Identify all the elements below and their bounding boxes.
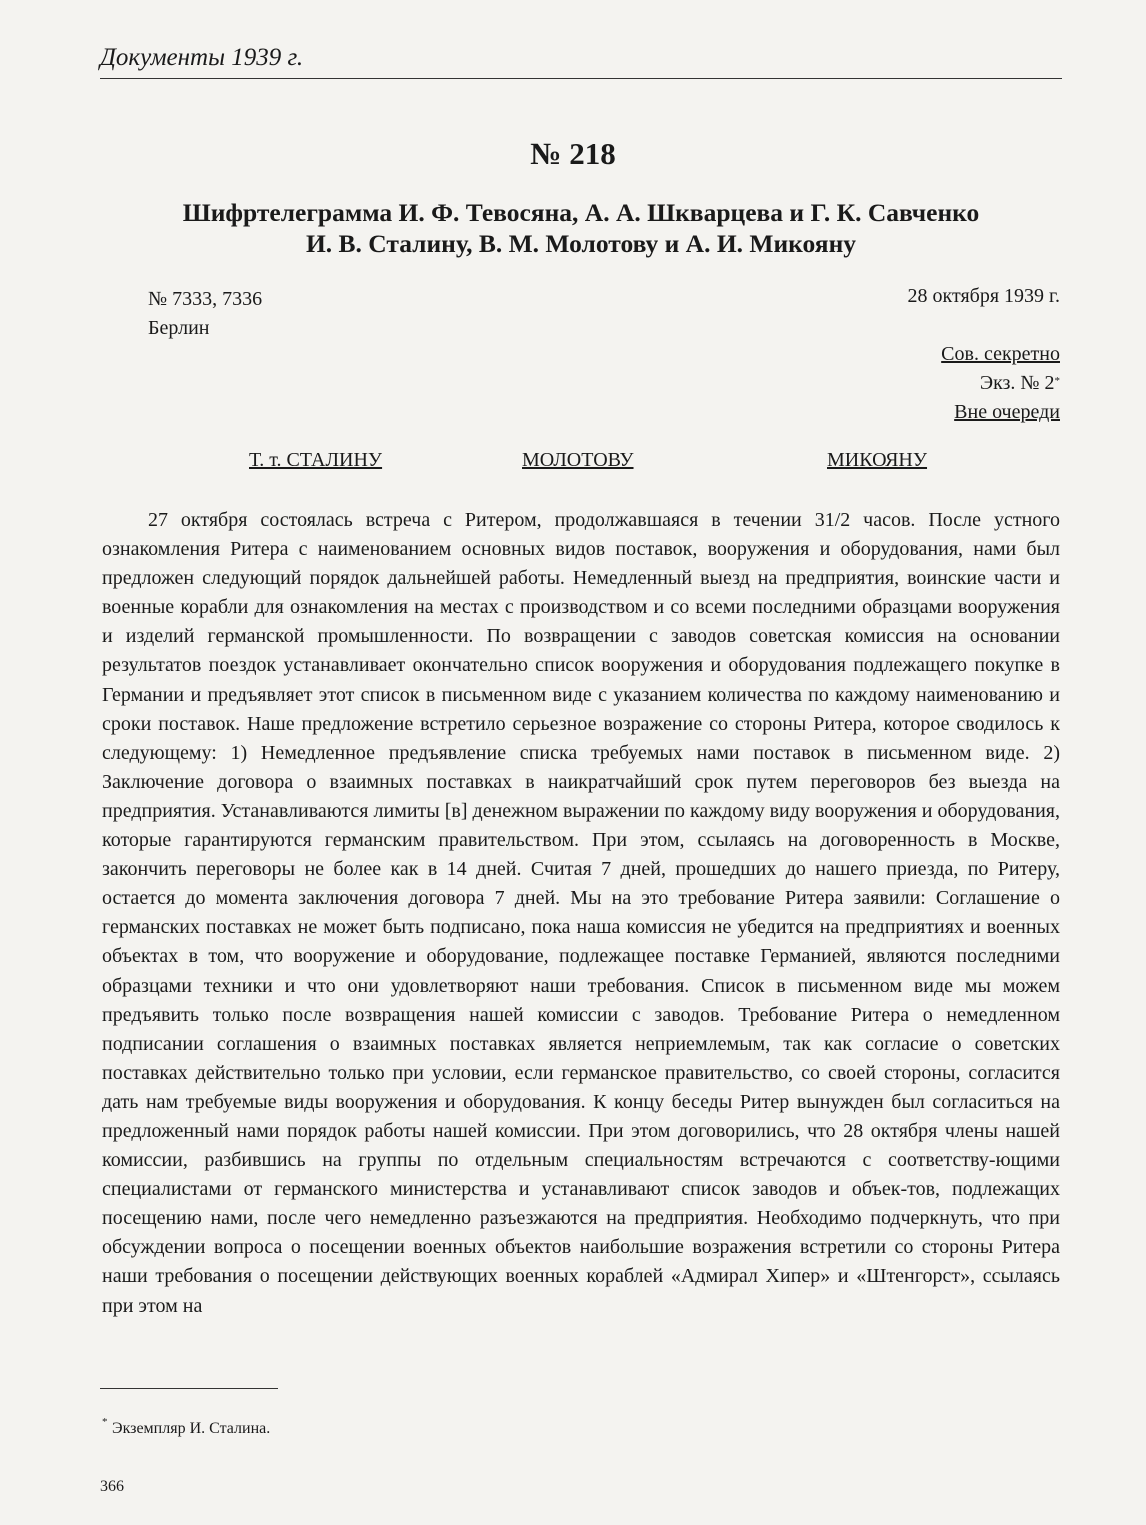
addressee-molotov: МОЛОТОВУ — [522, 449, 634, 471]
running-header: Документы 1939 г. — [100, 44, 304, 71]
document-meta-right — [941, 340, 1060, 427]
header-rule — [100, 78, 1062, 79]
place: Берлин — [148, 317, 210, 339]
classification-stamp: Сов. секретно — [941, 343, 1060, 365]
copy-number-text: Экз. № 2 — [979, 372, 1055, 394]
footnote — [102, 1416, 271, 1438]
document-title-line-1: Шифртелеграмма И. Ф. Тевосяна, А. А. Шкварцева и Г. К. Савченко — [182, 198, 980, 227]
footnote-text: Экземпляр И. Сталина. — [112, 1420, 271, 1437]
document-number: № 218 — [530, 136, 616, 171]
document-title — [90, 197, 1072, 259]
document-title-line-2: И. В. Сталину, В. М. Молотову и А. И. Микояну — [305, 229, 857, 258]
priority-stamp: Вне очереди — [954, 401, 1060, 423]
page-number: 366 — [100, 1478, 124, 1495]
footnote-rule — [100, 1388, 278, 1389]
reference-number: № 7333, 7336 — [148, 288, 263, 310]
document-date: 28 октября 1939 г. — [907, 285, 1060, 307]
addressee-mikoyan: МИКОЯНУ — [827, 449, 928, 471]
copy-footnote-mark: * — [1054, 375, 1060, 387]
footnote-mark: * — [102, 1416, 108, 1428]
copy-number — [941, 369, 1060, 398]
body-text: 27 октября состоялась встреча с Ритером, продолжавшаяся в течении 31/2 часов. После устного ознакомления Ритера с наименованием основных видов поставок, вооружения и оборудования, нами был предложен следующий порядок дальнейшей работы. Немедленный выезд на предприятия, воинские части и военные корабли для ознакомления на местах с производством и со всеми последними образцами вооружения и изделий германской промышленности. По возвращении с заводов советская комиссия на основании результатов поездок устанавливает окончательно список вооружения и оборудования подлежащего покупке в Германии и предъявляет этот список в письменном виде с указанием количества по каждому наименованию и сроки поставок. Наше предложение встретило серьезное возражение со стороны Ритера, которое сводилось к следующему: 1) Немедленное предъявление списка требуемых нами поставок в письменном виде. 2) Заключение договора о взаимных поставках в наикратчайший срок путем переговоров без выезда на предприятия. Устанавливаются лимиты [в] денежном выражении по каждому виду вооружения и оборудования, которые гарантируются германским правительством. При этом, ссылаясь на договоренность в Москве, закончить переговоры не более как в 14 дней. Считая 7 дней, прошедших до нашего приезда, по Ритеру, остается до момента заключения договора 7 дней. Мы на это требование Ритера заявили: Соглашение о германских поставках не может быть подписано, пока наша комиссия не убедится на предприятиях и военных объектах в том, что вооружение и оборудование, подлежащее поставке Германией, являются последними образцами техники и что они удовлетворяют наши требования. Список в письменном виде мы можем предъявить только после возвращения нашей комиссии с заводов. Требование Ритера о немедленном подписании соглашения о взаимных поставках является неприемлемым, так как согласие о советских поставках действительно только при условии, если германское правительство, со своей стороны, согласится дать нам требуемые виды вооружения и оборудования. К концу беседы Ритер вынужден был согласиться на предложенный нами порядок работы нашей комиссии. При этом договорились, что 28 октября члены нашей комиссии, разбившись на группы по отдельным специальностям встречаются с соответству-ющими специалистами от германского министерства и устанавливают список заводов и объек-тов, подлежащих посещению нами, после чего немедленно разъезжаются на предприятия. Необходимо подчеркнуть, что при обсуждении вопроса о посещении военных объектов наибольшие возражения встретили со стороны Ритера наши требования о посещении действующих военных кораблей «Адмирал Хипер» и «Штенгорст», ссылаясь при этом на — [102, 509, 1060, 1317]
addressee-stalin: Т. т. СТАЛИНУ — [249, 449, 383, 471]
document-meta-left — [148, 285, 262, 343]
